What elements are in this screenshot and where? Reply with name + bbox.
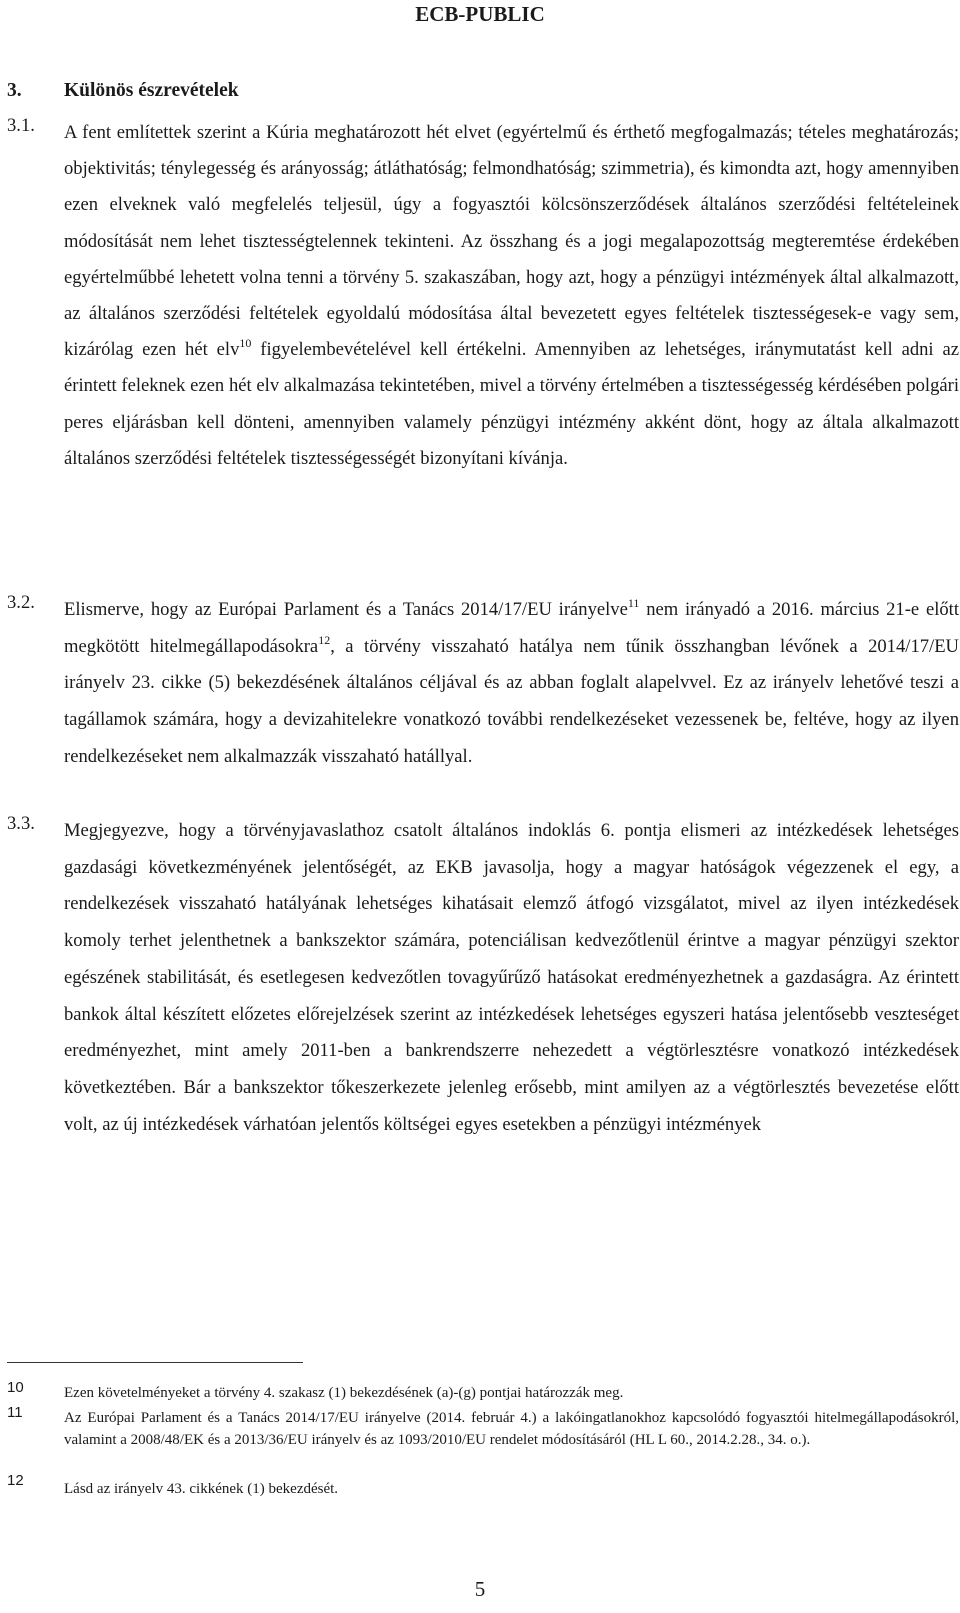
footnote-12 bbox=[7, 1472, 959, 1501]
section-title: Különös észrevételek bbox=[64, 80, 239, 101]
footnote-10 bbox=[7, 1381, 959, 1405]
paragraph-text-part: nem irányadó a 2016. március 21-e előtt megkötött hitelmegállapodásokra bbox=[64, 599, 959, 657]
paragraph-3-1 bbox=[7, 115, 959, 477]
footnote-ref-12[interactable]: 12 bbox=[318, 632, 331, 647]
footnote-separator bbox=[7, 1362, 303, 1363]
page-number: 5 bbox=[474, 1577, 486, 1601]
paragraph-number: 3.1. bbox=[7, 115, 35, 136]
footnote-number: 12 bbox=[7, 1472, 24, 1489]
section-number: 3. bbox=[7, 80, 22, 101]
footnote-number: 10 bbox=[7, 1379, 24, 1396]
paragraph-3-3 bbox=[7, 813, 959, 1143]
paragraph-text-part: figyelembevételével kell értékelni. Amennyiben az lehetséges, iránymutatást kell adni az érintett feleknek ezen hét elv alkalmazása tekintetében, mivel a törvény értelmében a tisztességesség kérdésében polgári peres eljárásban kell dönteni, amennyiben valamely pénzügyi intézmény akként dönt, hogy az általa alkalmazott általános szerződési feltételek tisztességességét bizonyítani kívánja. bbox=[64, 339, 959, 469]
paragraph-text-part: Megjegyezve, hogy a törvényjavaslathoz csatolt általános indoklás 6. pontja elismeri az intézkedések lehetséges gazdasági következményének jelentőségét, az EKB javasolja, hogy a magyar hatóságok végezzenek el egy, a rendelkezések visszaható hatályának lehetséges kihatásait elemző átfogó vizsgálatot, mivel az ilyen intézkedések komoly terhet jelenthetnek a bankszektor számára, potenciálisan kedvezőtlenül érintve a magyar pénzügyi szektor egészének stabilitását, és esetlegesen kedvezőtlen tovagyűrűző hatásokat eredményezhetnek a gazdaságra. Az érintett bankok által készített előzetes előrejelzések szerint az intézkedések lehetséges egyszeri hatása jelentősebb veszteséget eredményezhet, mint amely 2011-ben a bankrendszerre nehezedett a végtörlesztésre vonatkozó intézkedések következtében. Bár a bankszektor tőkeszerkezete jelenleg erősebb, mint amilyen az a végtörlesztés bevezetése előtt volt, az új intézkedések várhatóan jelentős költségei egyes esetekben a pénzügyi intézmények bbox=[64, 820, 959, 1135]
paragraph-text-part: A fent említettek szerint a Kúria meghatározott hét elvet (egyértelmű és érthető megfogalmazás; tételes meghatározás; objektivitás; ténylegesség és arányosság; átláthatóság; felmondhatóság; szimmetria), és kimondta azt, hogy amennyiben ezen elveknek való megfelelés teljesül, úgy a fogyasztói kölcsönszerződések általános szerződési feltételeinek módosítását nem lehet tisztességtelennek tekinteni. Az összhang és a jogi megalapozottság megteremtése érdekében egyértelműbbé lehetett volna tenni a törvény 5. szakaszában, hogy azt, hogy a pénzügyi intézmények által alkalmazott, az általános szerződési feltételek egyoldalú módosítása által bevezetett egyes feltételek tisztességesek-e vagy sem, kizárólag ezen hét elv bbox=[64, 122, 959, 361]
footnote-number: 11 bbox=[7, 1404, 23, 1421]
footnote-11 bbox=[7, 1404, 959, 1451]
footnote-text: Ezen követelményeket a törvény 4. szakasz (1) bekezdésének (a)-(g) pontjai határozzák meg. bbox=[64, 1385, 624, 1401]
footnote-text: Az Európai Parlament és a Tanács 2014/17/EU irányelve (2014. február 4.) a lakóingatlanokhoz kapcsolódó fogyasztói hitelmegállapodásokról, valamint a 2008/48/EK és a 2013/36/EU irányelv és az 1093/2010/EU rendelet módosításáról (HL L 60., 2014.2.28., 34. o.). bbox=[64, 1410, 959, 1448]
section-heading bbox=[7, 80, 239, 102]
paragraph-text bbox=[64, 592, 959, 776]
paragraph-text-part: Elismerve, hogy az Európai Parlament és a Tanács 2014/17/EU irányelve bbox=[64, 599, 628, 620]
footnote-ref-11[interactable]: 11 bbox=[627, 596, 640, 610]
paragraph-number: 3.2. bbox=[7, 592, 35, 613]
paragraph-number: 3.3. bbox=[7, 813, 35, 834]
classification-header: ECB-PUBLIC bbox=[415, 2, 545, 26]
paragraph-3-2 bbox=[7, 592, 959, 776]
paragraph-text bbox=[64, 115, 959, 477]
footnote-text: Lásd az irányelv 43. cikkének (1) bekezdését. bbox=[64, 1481, 339, 1497]
paragraph-text-part: , a törvény visszaható hatálya nem tűnik összhangban lévőnek a 2014/17/EU irányelv 23. cikke (5) bekezdésének általános céljával és az abban foglalt alapelvvel. Ez az irányelv lehetővé teszi a tagállamok számára, hogy a devizahitelekre vonatkozó további rendelkezéseket vezessenek be, feltéve, hogy az ilyen rendelkezéseket nem alkalmazzák visszaható hatállyal. bbox=[64, 635, 959, 767]
paragraph-text bbox=[64, 813, 959, 1143]
footnote-ref-10[interactable]: 10 bbox=[239, 336, 252, 351]
